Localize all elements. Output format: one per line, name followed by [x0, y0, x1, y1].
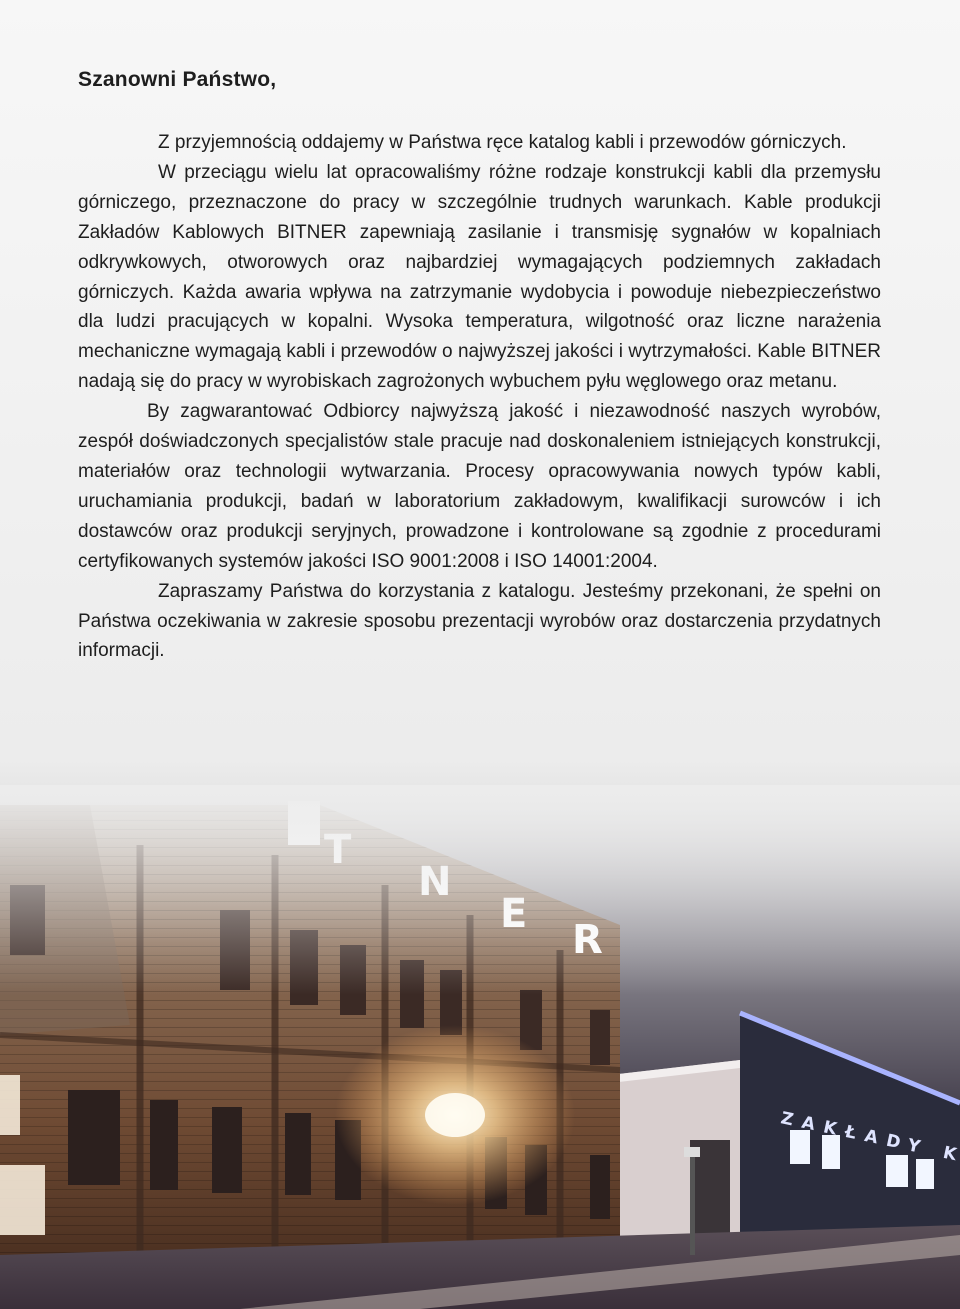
- paragraph-products: W przeciągu wielu lat opracowaliśmy różne rodzaje konstrukcji kabli dla przemysłu górniczego, przeznaczone do pracy w szczególnie trudnych warunkach. Kable produkcji Zakładów Kablowych BITNER zapewniają zasilanie i transmisję sygnałów w kopalniach odkrywkowych, otworowych oraz najbardziej wymagających podziemnych zakładach górniczych. Każda awaria wpływa na zatrzymanie wydobycia i powoduje niebezpieczeństwo dla ludzi pracujących w kopalni. Wysoka temperatura, wilgotność oraz liczne narażenia mechaniczne wymagają kabli i przewodów o najwyższej jakości i wytrzymałości. Kable BITNER nadają się do pracy w wyrobiskach zagrożonych wybuchem pyłu węglowego oraz metanu.: [78, 161, 881, 393]
- paragraph-intro: Z przyjemnością oddajemy w Państwa ręce katalog kabli i przewodów górniczych.: [158, 132, 847, 153]
- letter: [78, 68, 881, 666]
- factory-night-photo: [0, 785, 960, 1309]
- salutation: Szanowni Państwo,: [78, 68, 277, 91]
- paragraph-quality: By zagwarantować Odbiorcy najwyższą jakość i niezawodność naszych wyrobów, zespół doświadczonych specjalistów stale pracuje nad doskonaleniem istniejących konstrukcji, materiałów oraz technologii wytwarzania. Procesy opracowywania nowych typów kabli, uruchamiania produkcji, badań w laboratorium zakładowym, kwalifikacji surowców i ich dostawców oraz produkcji seryjnych, prowadzone i kontrolowane są zgodnie z procedurami certyfikowanych systemów jakości ISO 9001:2008 i ISO 14001:2004.: [78, 401, 881, 572]
- paragraph-invitation: Zapraszamy Państwa do korzystania z katalogu. Jesteśmy przekonani, że spełni on Państwa oczekiwania w zakresie sposobu prezentacji wyrobów oraz dostarczenia przydatnych informacji.: [78, 580, 881, 662]
